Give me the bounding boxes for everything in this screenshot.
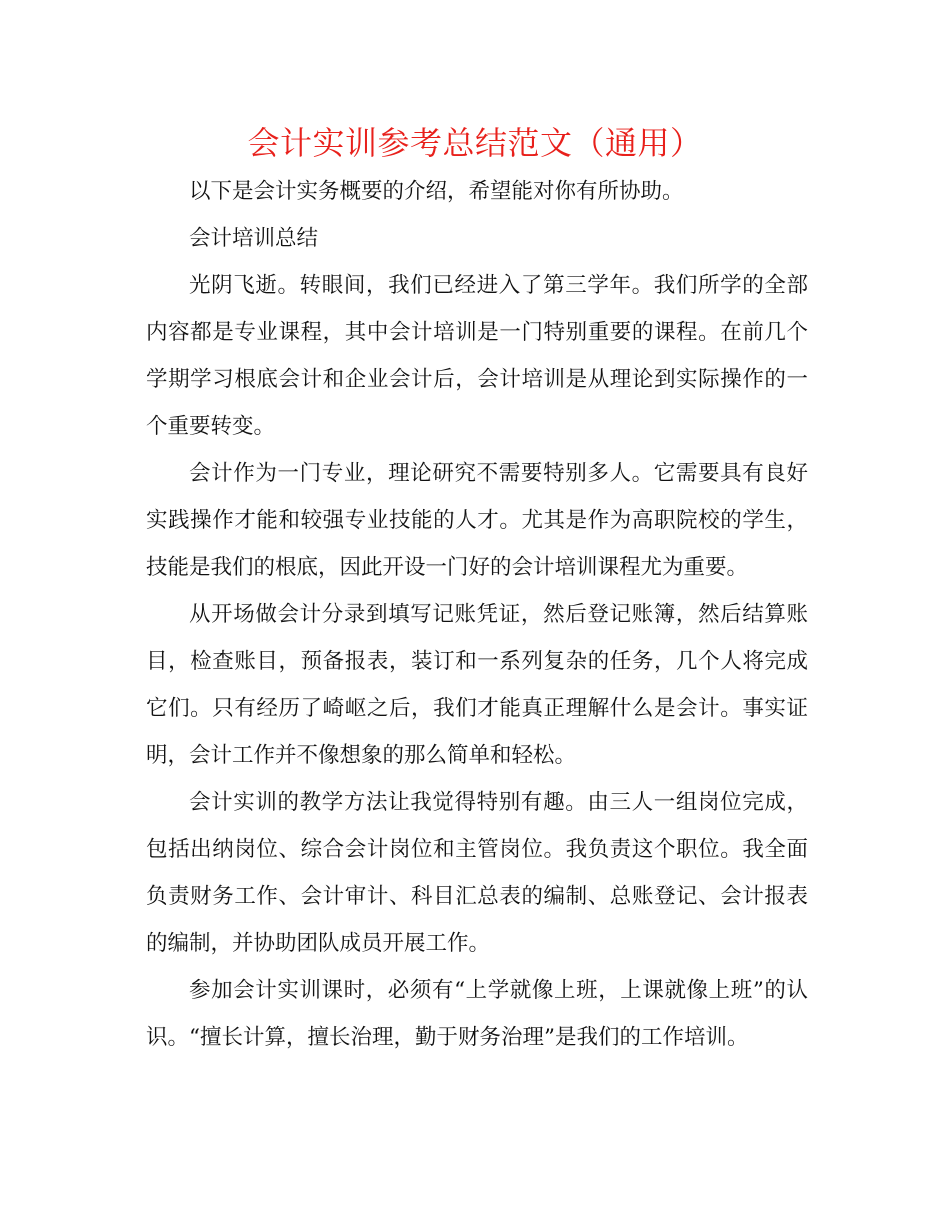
- paragraph: 参加会计实训课时，必须有“上学就像上班，上课就像上班”的认识。“擅长计算，擅长治理，勤于财务治理”是我们的工作培训。: [146, 978, 808, 1050]
- paragraph: 光阴飞逝。转眼间，我们已经进入了第三学年。我们所学的全部内容都是专业课程，其中会计培训是一门特别重要的课程。在前几个学期学习根底会计和企业会计后，会计培训是从理论到实际操作的一个重要转变。: [146, 273, 808, 439]
- paragraph-intro: 以下是会计实务概要的介绍，希望能对你有所协助。: [189, 179, 684, 204]
- document-title: 会计实训参考总结范文（通用）: [247, 124, 703, 162]
- paragraph: 会计实训的教学方法让我觉得特别有趣。由三人一组岗位完成，包括出纳岗位、综合会计岗位和主管岗位。我负责这个职位。我全面负责财务工作、会计审计、科目汇总表的编制、总账登记、会计报表的编制，并协助团队成员开展工作。: [146, 790, 808, 956]
- paragraph: 从开场做会计分录到填写记账凭证，然后登记账簿，然后结算账目，检查账目，预备报表，装订和一系列复杂的任务，几个人将完成它们。只有经历了崎岖之后，我们才能真正理解什么是会计。事实证明，会计工作并不像想象的那么简单和轻松。: [146, 602, 808, 768]
- document-body: [146, 168, 808, 1061]
- paragraph-subheading: 会计培训总结: [189, 226, 319, 251]
- paragraph: 会计作为一门专业，理论研究不需要特别多人。它需要具有良好实践操作才能和较强专业技能的人才。尤其是作为高职院校的学生，技能是我们的根底，因此开设一门好的会计培训课程尤为重要。: [146, 461, 808, 580]
